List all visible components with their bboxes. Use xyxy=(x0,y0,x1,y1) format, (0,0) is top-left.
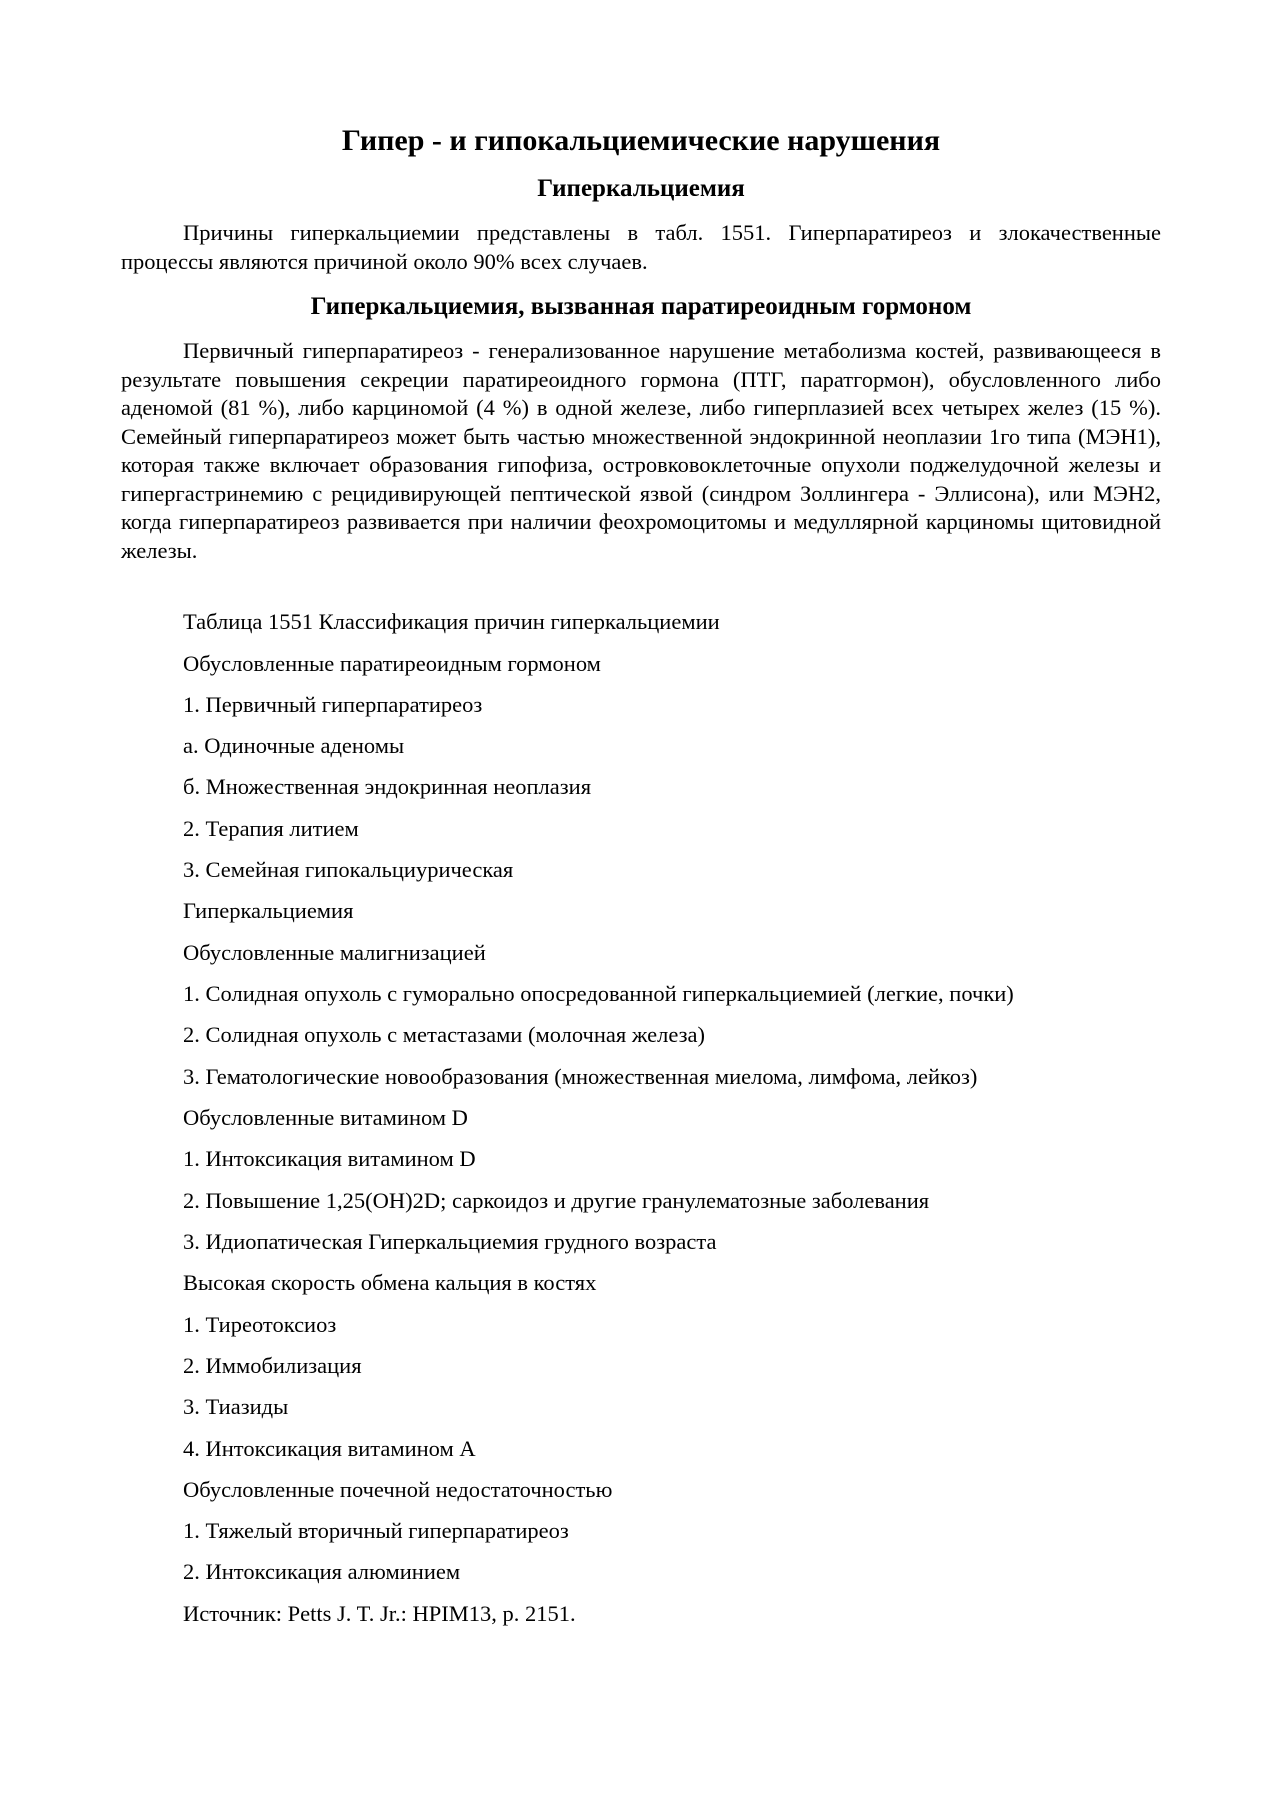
document-title: Гипер - и гипокальциемические нарушения xyxy=(341,124,941,157)
list-item: 1. Тиреотоксиоз xyxy=(183,1312,337,1337)
list-item: 1. Первичный гиперпаратиреоз xyxy=(183,692,483,717)
list-item: 1. Интоксикация витамином D xyxy=(183,1146,476,1171)
list-item: 3. Гематологические новообразования (множественная миелома, лимфома, лейкоз) xyxy=(183,1064,978,1089)
list-item: 2. Иммобилизация xyxy=(183,1353,362,1378)
list-item: 2. Солидная опухоль с метастазами (молочная железа) xyxy=(183,1022,705,1047)
list-item: Гиперкальциемия xyxy=(183,898,354,923)
list-item: б. Множественная эндокринная неоплазия xyxy=(183,774,592,799)
list-item: 1. Солидная опухоль с гуморально опосредованной гиперкальциемией (легкие, почки) xyxy=(183,981,1014,1006)
list-item: а. Одиночные аденомы xyxy=(183,733,405,758)
table-caption: Таблица 1551 Классификация причин гиперкальциемии xyxy=(183,609,720,634)
source-citation: Источник: Petts J. T. Jr.: HPIM13, p. 2151. xyxy=(183,1601,576,1626)
list-item: 2. Интоксикация алюминием xyxy=(183,1559,461,1584)
list-item: 2. Терапия литием xyxy=(183,816,359,841)
list-item: 3. Тиазиды xyxy=(183,1394,289,1419)
list-item: Обусловленные витамином D xyxy=(183,1105,468,1130)
pth-paragraph: Первичный гиперпаратиреоз - генерализованное нарушение метаболизма костей, развивающееся в результате повышения секреции паратиреоидного гормона (ПТГ, паратгормон), обусловленного либо аденомой (81 %), либо карциномой (4 %) в одной железе, либо гиперплазией всех четырех желез (15 %). Семейный гиперпаратиреоз может быть частью множественной эндокринной неоплазии 1го типа (МЭН1), которая также включает образования гипофиза, островковоклеточные опухоли поджелудочной железы и гипергастринемию с рецидивирующей пептической язвой (синдром Золлингера - Эллисона), или МЭН2, когда гиперпаратиреоз развивается при наличии феохромоцитомы и медуллярной карциномы щитовидной железы. xyxy=(121,338,1161,563)
intro-paragraph: Причины гиперкальциемии представлены в табл. 1551. Гиперпаратиреоз и злокачественные процессы являются причиной около 90% всех случаев. xyxy=(121,220,1161,274)
section-heading-pth: Гиперкальциемия, вызванная паратиреоидным гормоном xyxy=(310,293,972,320)
list-item: 3. Семейная гипокальциурическая xyxy=(183,857,514,882)
section-heading-hypercalcemia: Гиперкальциемия xyxy=(537,175,745,202)
list-item: 3. Идиопатическая Гиперкальциемия грудного возраста xyxy=(183,1229,717,1254)
list-item: 2. Повышение 1,25(OH)2D; саркоидоз и другие гранулематозные заболевания xyxy=(183,1188,930,1213)
list-item: Обусловленные паратиреоидным гормоном xyxy=(183,651,601,676)
list-item: 4. Интоксикация витамином А xyxy=(183,1436,476,1461)
list-item: Обусловленные почечной недостаточностью xyxy=(183,1477,613,1502)
list-item: Высокая скорость обмена кальция в костях xyxy=(183,1270,597,1295)
list-item: 1. Тяжелый вторичный гиперпаратиреоз xyxy=(183,1518,569,1543)
list-item: Обусловленные малигнизацией xyxy=(183,940,486,965)
